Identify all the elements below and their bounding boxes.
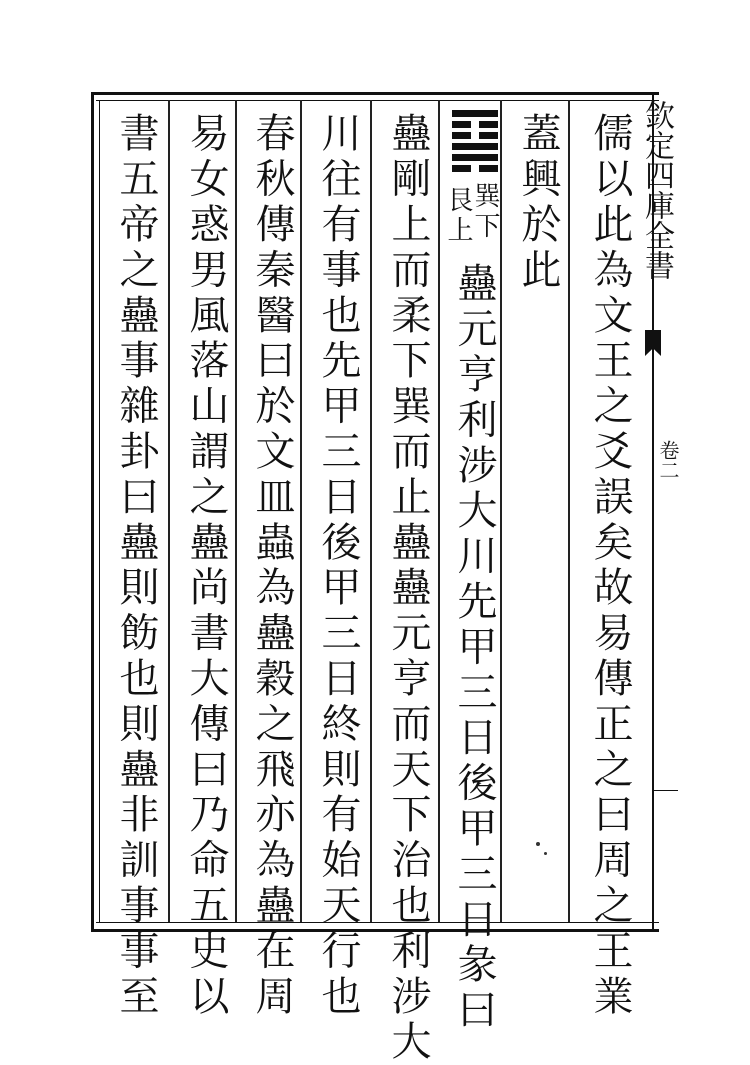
column-rule (568, 100, 570, 922)
column-rule (168, 100, 170, 922)
frame-top-rule (96, 100, 659, 101)
column-rule (300, 100, 302, 922)
frame-left-rule (99, 100, 100, 922)
text-column-8: 書五帝之蠱事雜卦曰蠱則飭也則蠱非訓事事至 (113, 112, 159, 1020)
column-rule (235, 100, 237, 922)
hexagram-gu-icon (452, 110, 498, 172)
column-rule (500, 100, 502, 922)
text-column-3: 蠱元亨利涉大川先甲三日後甲三日彖曰 (451, 262, 497, 1034)
margin-tick (652, 790, 678, 791)
text-column-1: 儒以此為文王之爻誤矣故易傳正之曰周之王業 (587, 112, 633, 1020)
text-column-5: 川往有事也先甲三日後甲三日終則有始天行也 (315, 112, 361, 1020)
text-column-7: 易女惑男風落山謂之蠱尚書大傳曰乃命五史以 (183, 112, 229, 1020)
text-column-6: 春秋傳秦醫曰於文皿蟲為蠱穀之飛亦為蠱在周 (249, 112, 295, 1020)
ink-speck (536, 842, 540, 846)
text-column-2: 蓋興於此 (515, 112, 561, 294)
trigram-upper-label: 艮上 (443, 186, 473, 246)
page-frame (91, 92, 659, 932)
volume-label: 卷二 (656, 440, 680, 480)
text-column-4: 蠱剛上而柔下巽而止蠱蠱元亨而天下治也利涉大 (385, 112, 431, 1065)
ink-speck (544, 852, 547, 855)
margin-title: 欽定四庫全書 (639, 100, 674, 280)
column-rule (438, 100, 440, 922)
column-rule (370, 100, 372, 922)
trigram-lower-label: 巽下 (470, 182, 500, 242)
